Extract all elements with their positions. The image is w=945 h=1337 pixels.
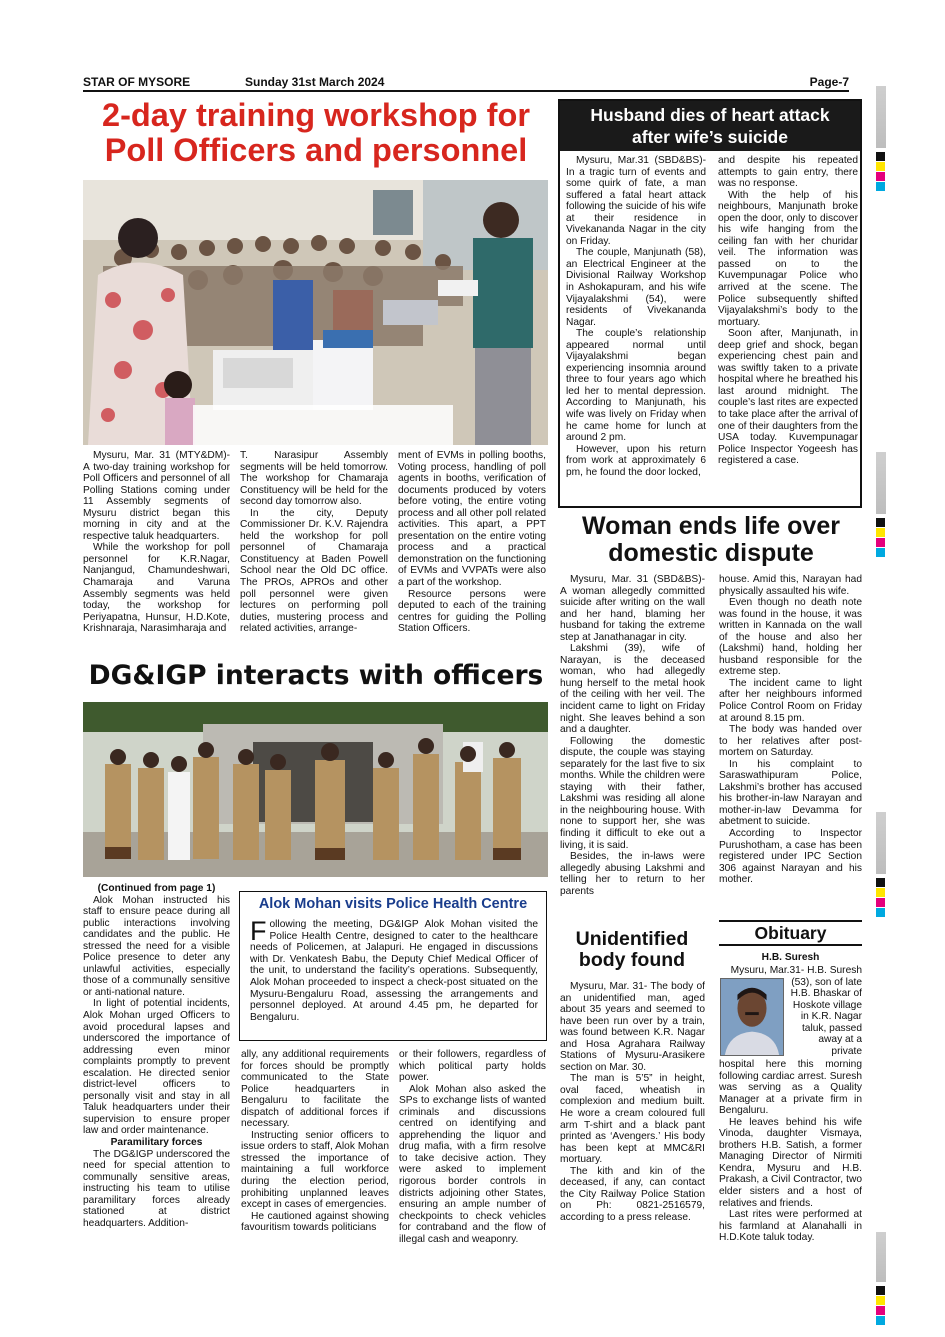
obituary-lead-line: (53), son of late [791, 976, 862, 988]
dgigp-para: ally, any additional requirements for forces should be promptly communicated to the State Police headquarters in Bengaluru to facilitate the dispatch of additional forces if necessary. [241, 1049, 389, 1130]
registration-mark-magenta [876, 172, 885, 181]
woman-para: Mysuru, Mar. 31 (SBD&BS)- A woman allegedly committed suicide after writing on the wall and her hand, blaming her husband for taking the extreme step at Janathanagar in city. [560, 574, 705, 643]
workshop-para: ment of EVMs in polling booths, Voting process, handling of poll agents in booths, verification of documents produced by voters before voting, the entire voting process and all other poll related activities. This apart, a PPT presentation on the entire voting process and a practical demonstration on the functioning of EVMs and VVPATs were also a part of the workshop. [398, 450, 546, 589]
alok-box-title: Alok Mohan visits Police Health Centre [258, 896, 528, 912]
obituary-para: He leaves behind his wife Vinoda, daughter Vismaya, brothers H.B. Satish, a former Managing Director of Nirmiti Kendra, Mysuru and H.B. Prakash, a Civil Contractor, two elder sisters and a host of relatives and friends. [719, 1116, 862, 1209]
husband-col2 [718, 155, 858, 505]
registration-mark-cyan [876, 908, 885, 917]
workshop-col1 [83, 450, 230, 675]
dgigp-col1 [83, 883, 230, 1263]
newspaper-name: STAR OF MYSORE [83, 75, 191, 89]
body-para: The man is 5’5” in height, oval faced, wheatish in complexion and medium built. He wore a cream coloured full arm T-shirt and a black pant printed as ‘Avengers.’ His body has been kept at MMC&RI mortuary. [560, 1073, 705, 1166]
husband-para: The couple, Manjunath (58), an Electrical Engineer at the Divisional Railway Workshop in Ashokapuram, and his wife Vijayalakshmi (54), were residents of Vivekananda Nagar. [566, 247, 706, 328]
woman-para: Even though no death note was found in the house, it was written in Kannada on the wall of the house and also her (Lakshmi) hand, holding her husband responsible for the extreme step. [719, 597, 862, 678]
registration-mark-magenta [876, 1306, 885, 1315]
alok-box-text [250, 916, 538, 1023]
registration-mark-black [876, 518, 885, 527]
workshop-para: In the city, Deputy Commissioner Dr. K.V. Rajendra held the workshop for poll personnel of Chamaraja Constituency at Baden Powell School near the Old DC office. The PROs, APROs and other poll personnel were given lectures on performing poll duties, mustering process and related activities, arrange- [240, 507, 388, 635]
woman-para: Besides, the in-laws were allegedly abusing Lakshmi and telling her to return to her parents [560, 851, 705, 897]
woman-col1 [560, 574, 705, 922]
obituary-lead-line: Hoskote village [792, 999, 862, 1011]
husband-para: The couple’s relationship appeared normal until Vijayalakshmi began experiencing insomnia around three to four years ago which led her to mental depression. According to Manjunath, his wife was lively on Friday when he came home for lunch at around 2 pm. [566, 328, 706, 444]
issue-date: Sunday 31st March 2024 [245, 75, 385, 89]
registration-mark-magenta [876, 538, 885, 547]
workshop-headline [83, 98, 549, 168]
dgigp-col3 [399, 1049, 546, 1264]
body-para: The kith and kin of the deceased, if any, can contact the City Railway Police Station on Ph: 0821-2516579, according to a press release. [560, 1165, 705, 1223]
husband-para: However, upon his return from work at approximately 6 pm, he found the door locked, [566, 443, 706, 478]
obituary-name: H.B. Suresh [761, 952, 820, 963]
registration-mark-cyan [876, 548, 885, 557]
registration-mark-yellow [876, 162, 885, 171]
registration-mark-black [876, 878, 885, 887]
husband-headline-line2: after wife’s suicide [632, 127, 788, 147]
obituary-lead-line: taluk, passed [801, 1022, 862, 1034]
registration-strip-low [876, 812, 886, 874]
dgigp-para: The DG&IGP underscored the need for special attention to communally sensitive areas, instructing his team to utilise paramilitary forces already stationed at district headquarters. Addition- [83, 1148, 230, 1229]
workshop-para: T. Narasipur Assembly segments will be held tomorrow. The workshop for Chamaraja Constituency will be held for the second day tomorrow also. [240, 450, 388, 508]
continued-note: (Continued from page 1) [97, 883, 216, 894]
registration-mark-cyan [876, 1316, 885, 1325]
body-headline-line2: body found [578, 949, 686, 972]
registration-mark-cyan [876, 182, 885, 191]
registration-strip-bottom [876, 1232, 886, 1282]
body-para: Mysuru, Mar. 31- The body of an unidentified man, aged about 35 years and seemed to have been run over by a train, was found between K.R. Nagar and Hosa Agrahara Railway Stations of Mysuru-Arasikere section on Mar. 30. [560, 981, 705, 1073]
registration-mark-black [876, 152, 885, 161]
registration-mark-yellow [876, 1296, 885, 1305]
husband-col1 [566, 155, 706, 505]
woman-headline-line2: domestic dispute [608, 539, 814, 567]
page-number: Page-7 [809, 75, 849, 89]
woman-para: Lakshmi (39), wife of Narayan, is the deceased woman, who had allegedly hung herself to the metal hook of the ceiling with her veil. The incident came to light on Friday night. She leaves behind a son and a daughter. [560, 643, 705, 736]
workshop-para: While the workshop for poll personnel for K.R.Nagar, Nanjangud, Chamundeshwari, Chamaraja and Varuna Assembly segments was held today, the workshop for Periyapatna, Hunsur, H.D.Kote, Krishnaraja, Narasimharaja and [83, 542, 230, 635]
obituary-lead-line: away at a private [818, 1034, 862, 1057]
registration-mark-yellow [876, 528, 885, 537]
masthead [83, 74, 849, 92]
workshop-headline-line1: 2-day training workshop for [102, 97, 530, 133]
woman-para: The incident came to light after her neighbours informed Police Control Room on Friday at around 8.15 pm. [719, 677, 862, 724]
woman-headline [556, 513, 866, 567]
woman-para: Following the domestic dispute, the couple was staying separately for the last five to six months. While the children were staying with their father, Lakshmi was residing all alone in the neighbouring house. With none to support her, she was finding it difficult to eke out a living, it is said. [560, 735, 705, 851]
dgigp-para: In light of potential incidents, Alok Mohan urged Officers to avoid procedural lapses and underscored the importance of addressing even minor complaints promptly to prevent escalation. He directed senior district-level officers to personally visit and stay in all Taluk headquarters under their supervision to ensure proper law and order maintenance. [83, 998, 230, 1137]
obituary-col [719, 1059, 862, 1269]
alok-mohan-box [239, 891, 547, 1041]
officers-photo [83, 702, 548, 877]
alok-box-dropcap: F [250, 916, 267, 946]
workshop-col2 [240, 450, 388, 675]
dgigp-headline: DG&IGP interacts with officers [88, 660, 544, 691]
woman-para: According to Inspector Purushotham, a case has been registered under IPC Section 306 against Narayan and his mother. [719, 828, 862, 886]
obituary-lead-line: Mysuru, Mar.31- H.B. Suresh [730, 965, 862, 976]
obituary-lead-line: in K.R. Nagar [800, 1011, 862, 1023]
dgigp-para: Instructing senior officers to issue orders to staff, Alok Mohan stressed the importance of maintaining a full workforce during the election period, prohibiting unplanned leaves except in cases of emergencies. [241, 1129, 389, 1211]
dgigp-para: Alok Mohan instructed his staff to ensure peace during all public interactions involving candidates and the public. He stressed the need for a visible Police presence to deter any unlawful activities, especially those of a communally sensitive or anti-national nature. [83, 894, 230, 998]
obituary-lead-line: H.B. Bhaskar of [790, 988, 862, 1000]
body-headline [556, 929, 708, 971]
husband-headline [560, 101, 860, 151]
husband-para: and despite his repeated attempts to gain entry, there was no response. [718, 155, 858, 190]
husband-story-box [558, 99, 862, 508]
obituary-lead-col [719, 965, 862, 1059]
workshop-col3 [398, 450, 546, 675]
body-col [560, 981, 705, 1266]
woman-para: In his complaint to Saraswathipuram Police, Lakshmi’s brother has accused his brother-in-law Narayan and mother-in-law Devamma for abetment to suicide. [719, 758, 862, 828]
workshop-photo [83, 180, 548, 445]
registration-mark-black [876, 1286, 885, 1295]
workshop-para: Mysuru, Mar. 31 (MTY&DM)- A two-day training workshop for Poll Officers and personnel of all Polling Stations coming under 11 Assembly segments of Mysuru district began this morning in city and at the respective taluk headquarters. [83, 450, 230, 542]
registration-mark-magenta [876, 898, 885, 907]
husband-para: Soon after, Manjunath, in deep grief and shock, began experiencing chest pain and was swiftly taken to a private hospital where he breathed his last around midnight. The couple’s last rites are expected to take place after the arrival of one of their daughters from the USA today. Kuvempunagar Police Inspector Yogeesh has registered a case. [718, 328, 858, 467]
alok-box-body: ollowing the meeting, DG&IGP Alok Mohan visited the Police Health Centre, designed to cater to the healthcare needs of Policemen, at Jalapuri. He engaged in discussions with Dr. Venkatesh Babu, the Deputy Chief Medical Officer of the unit, to understand the facility’s operations. Subsequently, Alok Mohan proceeded to inspect a check-post situated on the Mysuru-Bengaluru Road, assessing the arrangements and personnel deployed. At around 4.45 pm, he departed for Bengaluru. [250, 919, 538, 1023]
husband-headline-line1: Husband dies of heart attack [590, 105, 830, 125]
workshop-para: Resource persons were deputed to each of the training centres for guiding the Polling Station Officers. [398, 588, 546, 635]
registration-mark-yellow [876, 888, 885, 897]
body-headline-line1: Unidentified [575, 928, 689, 950]
woman-col2 [719, 574, 862, 914]
obituary-heading: Obituary [719, 920, 862, 946]
husband-para: With the help of his neighbours, Manjunath broke open the door, only to discover his wife hanging from the ceiling fan with her churidar veil. The information was passed on to the Kuvempunagar Police who arrived at the scene. The Police subsequently shifted Vijayalakshmi’s body to the mortuary. [718, 189, 858, 328]
registration-strip-top [876, 86, 886, 148]
obituary-para: hospital here this morning following cardiac arrest. Suresh was serving as a Quality Manager at a private firm in Bengaluru. [719, 1059, 862, 1117]
woman-headline-line1: Woman ends life over [582, 512, 840, 540]
dgigp-para: Alok Mohan also asked the SPs to exchange lists of wanted criminals and discussions centred on identifying and apprehending the liquor and drug mafia, with a firm resolve to take decisive action. They were asked to implement rigorous border controls in districts adjoining other States, ensuring an ample number of checkpoints to check vehicles for contraband and the flow of illegal cash and weaponry. [399, 1083, 546, 1245]
woman-para: house. Amid this, Narayan had physically assaulted his wife. [719, 574, 862, 597]
paramilitary-subhead: Paramilitary forces [110, 1137, 203, 1149]
husband-para: Mysuru, Mar.31 (SBD&BS)- In a tragic turn of events and some quirk of fate, a man suffered a fatal heart attack following the suicide of his wife at their residence in Vivekananda Nagar in the city on Friday. [566, 155, 706, 247]
obituary-para: Last rites were performed at his farmland at Alanahalli in H.D.Kote taluk today. [719, 1209, 862, 1244]
workshop-headline-line2: Poll Officers and personnel [104, 132, 528, 169]
dgigp-col2 [241, 1049, 389, 1264]
woman-para: The body was handed over to her relatives after post-mortem on Saturday. [719, 724, 862, 759]
registration-strip-mid [876, 452, 886, 514]
dgigp-para: He cautioned against showing favouritism towards politicians [241, 1210, 389, 1234]
dgigp-para: or their followers, regardless of which political party holds power. [399, 1049, 546, 1084]
